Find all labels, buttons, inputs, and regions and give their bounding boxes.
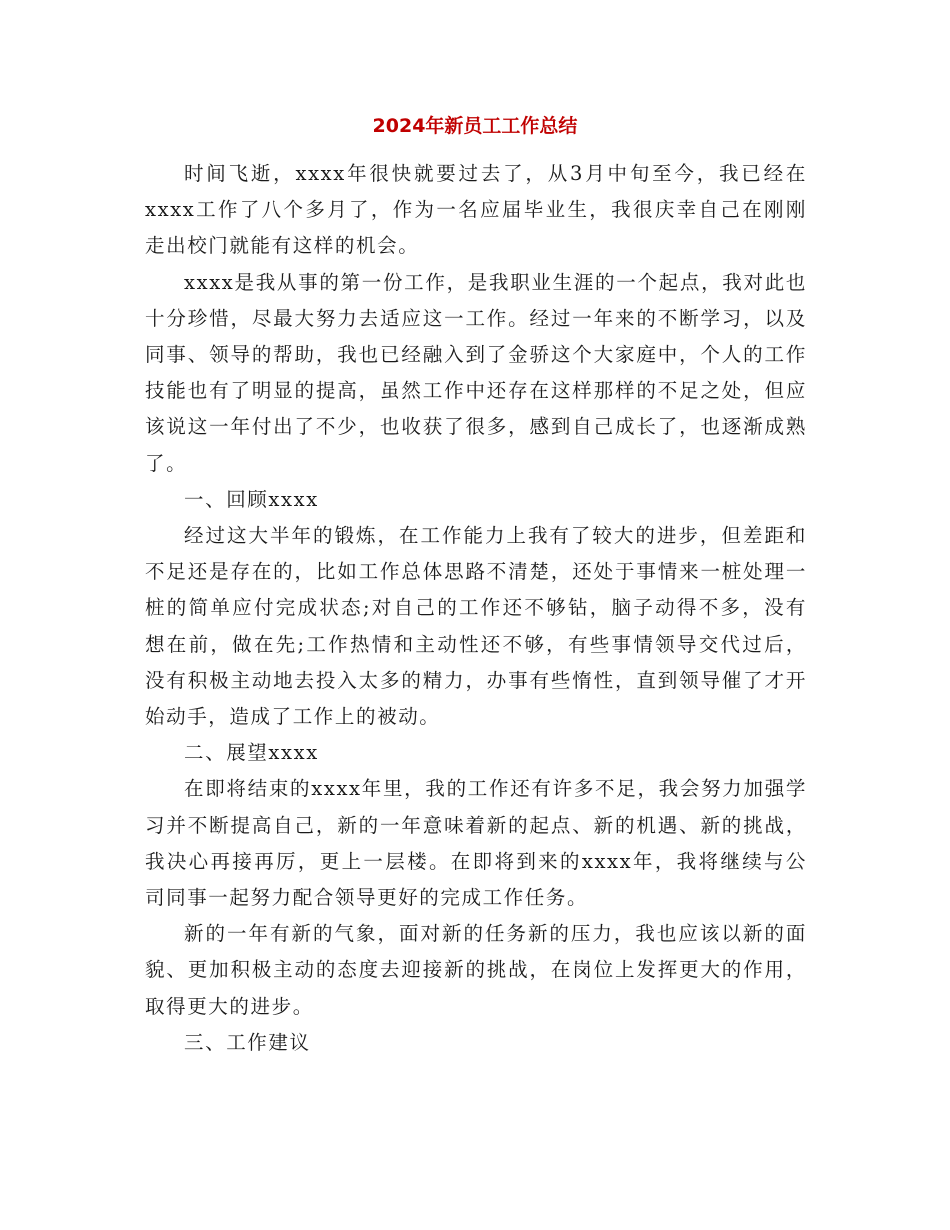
document-title: 2024年新员工工作总结 [372,115,578,137]
paragraph-new-year: 新的一年有新的气象，面对新的任务新的压力，我也应该以新的面貌、更加积极主动的态度去迎接新的挑战，在岗位上发挥更大的作用，取得更大的进步。 [145,922,807,1018]
section-heading-suggestions: 三、工作建议 [184,1030,311,1054]
section-heading-outlook: 二、展望xxxx [184,741,319,765]
paragraph-outlook: 在即将结束的xxxx年里，我的工作还有许多不足，我会努力加强学习并不断提高自己，新的一年意味着新的起点、新的机遇、新的挑战，我决心再接再厉，更上一层楼。在即将到来的xxxx年，我将继续与公司同事一起努力配合领导更好的完成工作任务。 [145,777,807,910]
document-body [145,156,807,1061]
paragraph-review: 经过这大半年的锻炼，在工作能力上我有了较大的进步，但差距和不足还是存在的，比如工作总体思路不清楚，还处于事情来一桩处理一桩的简单应付完成状态;对自己的工作还不够钻，脑子动得不多，没有想在前，做在先;工作热情和主动性还不够，有些事情领导交代过后，没有积极主动地去投入太多的精力，办事有些惰性，直到领导催了才开始动手，造成了工作上的被动。 [145,524,807,729]
paragraph-first-job: xxxx是我从事的第一份工作，是我职业生涯的一个起点，我对此也十分珍惜，尽最大努力去适应这一工作。经过一年来的不断学习，以及同事、领导的帮助，我也已经融入到了金骄这个大家庭中，个人的工作技能也有了明显的提高，虽然工作中还存在这样那样的不足之处，但应该说这一年付出了不少，也收获了很多，感到自己成长了，也逐渐成熟了。 [145,270,807,475]
paragraph-intro: 时间飞逝，xxxx年很快就要过去了，从3月中旬至今，我已经在xxxx工作了八个多月了，作为一名应届毕业生，我很庆幸自己在刚刚走出校门就能有这样的机会。 [145,162,807,258]
section-heading-review: 一、回顾xxxx [184,487,319,511]
